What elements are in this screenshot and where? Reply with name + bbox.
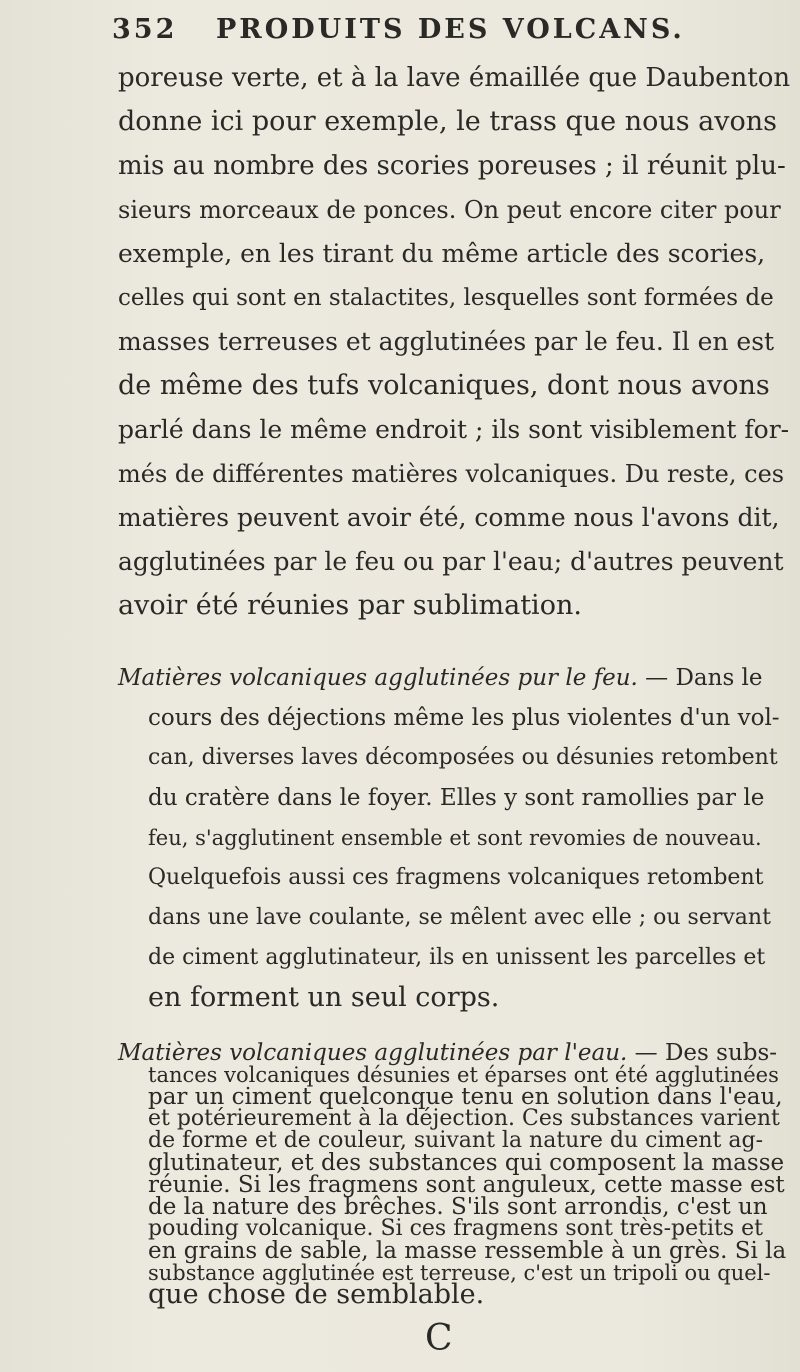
text-line: mis au nombre des scories poreuses ; il réunit plu- bbox=[118, 151, 786, 181]
text-line: tances volcaniques désunies et éparses ont été agglutinées bbox=[148, 1063, 779, 1087]
text-line: substance agglutinée est terreuse, c'est un tripoli ou quel- bbox=[148, 1261, 771, 1285]
page-number: 352 bbox=[112, 14, 178, 45]
section-text: — Dans le bbox=[637, 665, 763, 691]
text-line: avoir été réunies par sublimation. bbox=[118, 590, 582, 621]
text-line: Quelquefois aussi ces fragmens volcaniques retombent bbox=[148, 865, 764, 890]
text-line: celles qui sont en stalactites, lesquelles sont formées de bbox=[118, 285, 774, 311]
text-line: du cratère dans le foyer. Elles y sont ramollies par le bbox=[148, 785, 765, 811]
text-line: masses terreuses et agglutinées par le feu. Il en est bbox=[118, 327, 775, 356]
text-line: glutinateur, et des substances qui composent la masse bbox=[148, 1150, 785, 1176]
text-line: exemple, en les tirant du même article des scories, bbox=[118, 239, 766, 268]
text-line: agglutinées par le feu ou par l'eau; d'autres peuvent bbox=[118, 547, 784, 576]
text-line: de même des tufs volcaniques, dont nous avons bbox=[118, 370, 770, 401]
text-line: poreuse verte, et à la lave émaillée que Daubenton bbox=[118, 63, 791, 93]
text-line: sieurs morceaux de ponces. On peut encore citer pour bbox=[118, 196, 781, 224]
section-heading: Matières volcaniques agglutinées par l'eau. bbox=[118, 1040, 628, 1066]
text-line: en forment un seul corps. bbox=[148, 982, 500, 1013]
text-line: en grains de sable, la masse ressemble à un grès. Si la bbox=[148, 1238, 787, 1264]
section-heading: Matières volcaniques agglutinées pur le feu. bbox=[118, 665, 638, 691]
text-line: de forme et de couleur, suivant la nature du ciment ag- bbox=[148, 1128, 764, 1153]
text-line: can, diverses laves décomposées ou désunies retombent bbox=[148, 745, 778, 770]
running-header bbox=[112, 14, 685, 54]
text-line: parlé dans le même endroit ; ils sont visiblement for- bbox=[118, 415, 790, 444]
section-first-line bbox=[118, 658, 763, 698]
text-line: feu, s'agglutinent ensemble et sont revomies de nouveau. bbox=[148, 826, 762, 850]
text-line: donne ici pour exemple, le trass que nous avons bbox=[118, 106, 778, 137]
text-line: cours des déjections même les plus violentes d'un vol- bbox=[148, 705, 780, 731]
text-line: que chose de semblable. bbox=[148, 1279, 485, 1310]
text-line: dans une lave coulante, se mêlent avec elle ; ou servant bbox=[148, 905, 771, 930]
text-line: de la nature des brêches. S'ils sont arrondis, c'est un bbox=[148, 1194, 768, 1220]
text-line: matières peuvent avoir été, comme nous l'avons dit, bbox=[118, 503, 780, 532]
section-text: — Des subs- bbox=[627, 1040, 778, 1066]
signature-mark: C bbox=[425, 1318, 453, 1359]
running-title: PRODUITS DES VOLCANS. bbox=[216, 14, 685, 45]
text-line: réunie. Si les fragmens sont anguleux, cette masse est bbox=[148, 1172, 785, 1198]
text-line: pouding volcanique. Si ces fragmens sont très-petits et bbox=[148, 1216, 763, 1241]
text-line: de ciment agglutinateur, ils en unissent les parcelles et bbox=[148, 945, 766, 970]
text-line: et potérieurement à la déjection. Ces substances varient bbox=[148, 1106, 780, 1131]
text-line: més de différentes matières volcaniques. Du reste, ces bbox=[118, 460, 785, 488]
section-first-line bbox=[118, 1042, 777, 1064]
text-line: par un ciment quelconque tenu en solution dans l'eau, bbox=[148, 1084, 783, 1110]
